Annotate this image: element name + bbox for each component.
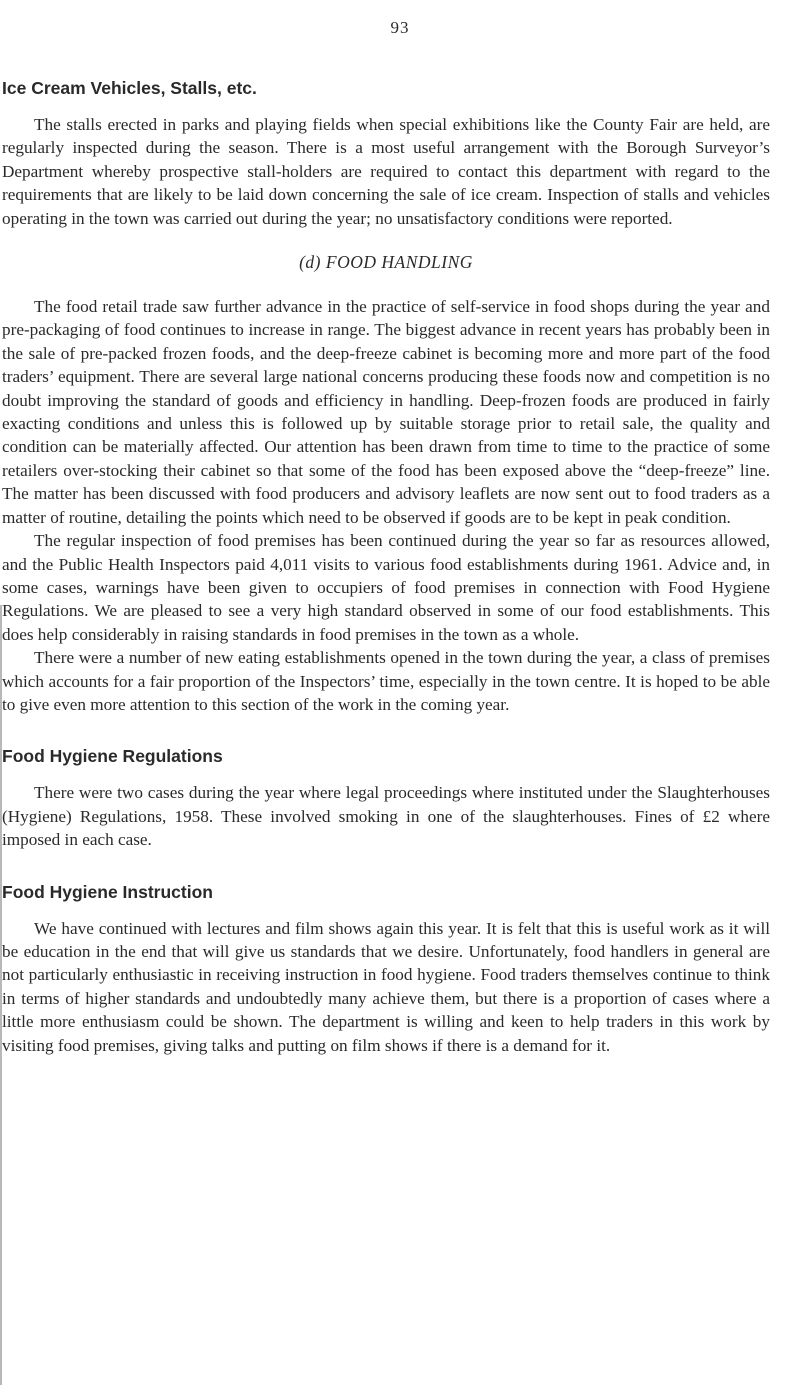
regulations-paragraph: There were two cases during the year where legal proceedings where instituted under the Slaughterhouses (Hygiene) Regulations, 1958. These involved smoking in one of the slaughterhouses. Fines of £2 where imposed in each case. [2,783,770,850]
instruction-heading: Food Hygiene Instruction [2,881,213,902]
food-handling-paragraph-3: There were a number of new eating establishments opened in the town during the year, a class of premises which accounts for a fair proportion of the Inspectors’ time, especially in the town centre. It is hoped to be able to give even more attention to this section of the work in the coming year. [2,648,770,714]
food-handling-title: FOOD HANDLING [325,252,473,273]
ice-cream-heading: Ice Cream Vehicles, Stalls, etc. [2,78,257,98]
food-handling-paragraph-2: The regular inspection of food premises has been continued during the year so far as resources allowed, and the Public Health Inspectors paid 4,011 visits to various food establishments during 1961. Advice and, in some cases, warnings have been given to occupiers of food premises in connection with Food Hygiene Regulations. We are pleased to see a very high standard observed in some of our food establishments. This does help considerably in raising standards in food premises in the town as a whole. [2,531,770,644]
page-content [2,78,770,1057]
regulations-heading: Food Hygiene Regulations [2,746,223,767]
food-handling-heading [2,252,770,273]
page-number: 93 [390,18,410,37]
instruction-paragraph: We have continued with lectures and film shows again this year. It is felt that this is useful work as it will be education in the end that will give us standards that we desire. Unfortunately, food handlers in general are not particularly enthusiastic in receiving instruction in food hygiene. Food traders themselves continue to think in terms of higher standards and undoubtedly many achieve them, but there is a proportion of cases where a little more enthusiasm could be shown. The department is willing and keen to help traders in this work by visiting food premises, giving talks and putting on film shows if there is a demand for it. [2,918,770,1055]
food-handling-paragraph-1: The food retail trade saw further advance in the practice of self-service in food shops during the year and pre-packaging of food continues to increase in range. The biggest advance in recent years has probably been in the sale of pre-packed frozen foods, and the deep-freeze cabinet is becoming more and more part of the food traders’ equipment. There are several large national concerns producing these foods now and competition is no doubt improving the standard of goods and efficiency in handling. Deep-frozen foods are produced in fairly exacting conditions and unless this is followed up by suitable storage prior to retail sale, the quality and condition can be materially affected. Our attention has been drawn from time to time to the practice of some retailers over-stocking their cabinet so that some of the food has been exposed above the “deep-freeze” line. The matter has been discussed with food producers and advisory leaflets are now sent out to food traders as a matter of routine, detailing the points which need to be observed if goods are to be kept in peak condition. [2,297,770,527]
food-handling-prefix: (d) [299,252,322,273]
ice-cream-paragraph: The stalls erected in parks and playing fields when special exhibitions like the County Fair are held, are regularly inspected during the season. There is a most useful arrangement with the Borough Surveyor’s Department whereby prospective stall-holders are required to contact this department with regard to the requirements that are likely to be laid down concerning the sale of ice cream. Inspection of stalls and vehicles operating in the town was carried out during the year; no unsatisfactory conditions were reported. [2,115,770,228]
